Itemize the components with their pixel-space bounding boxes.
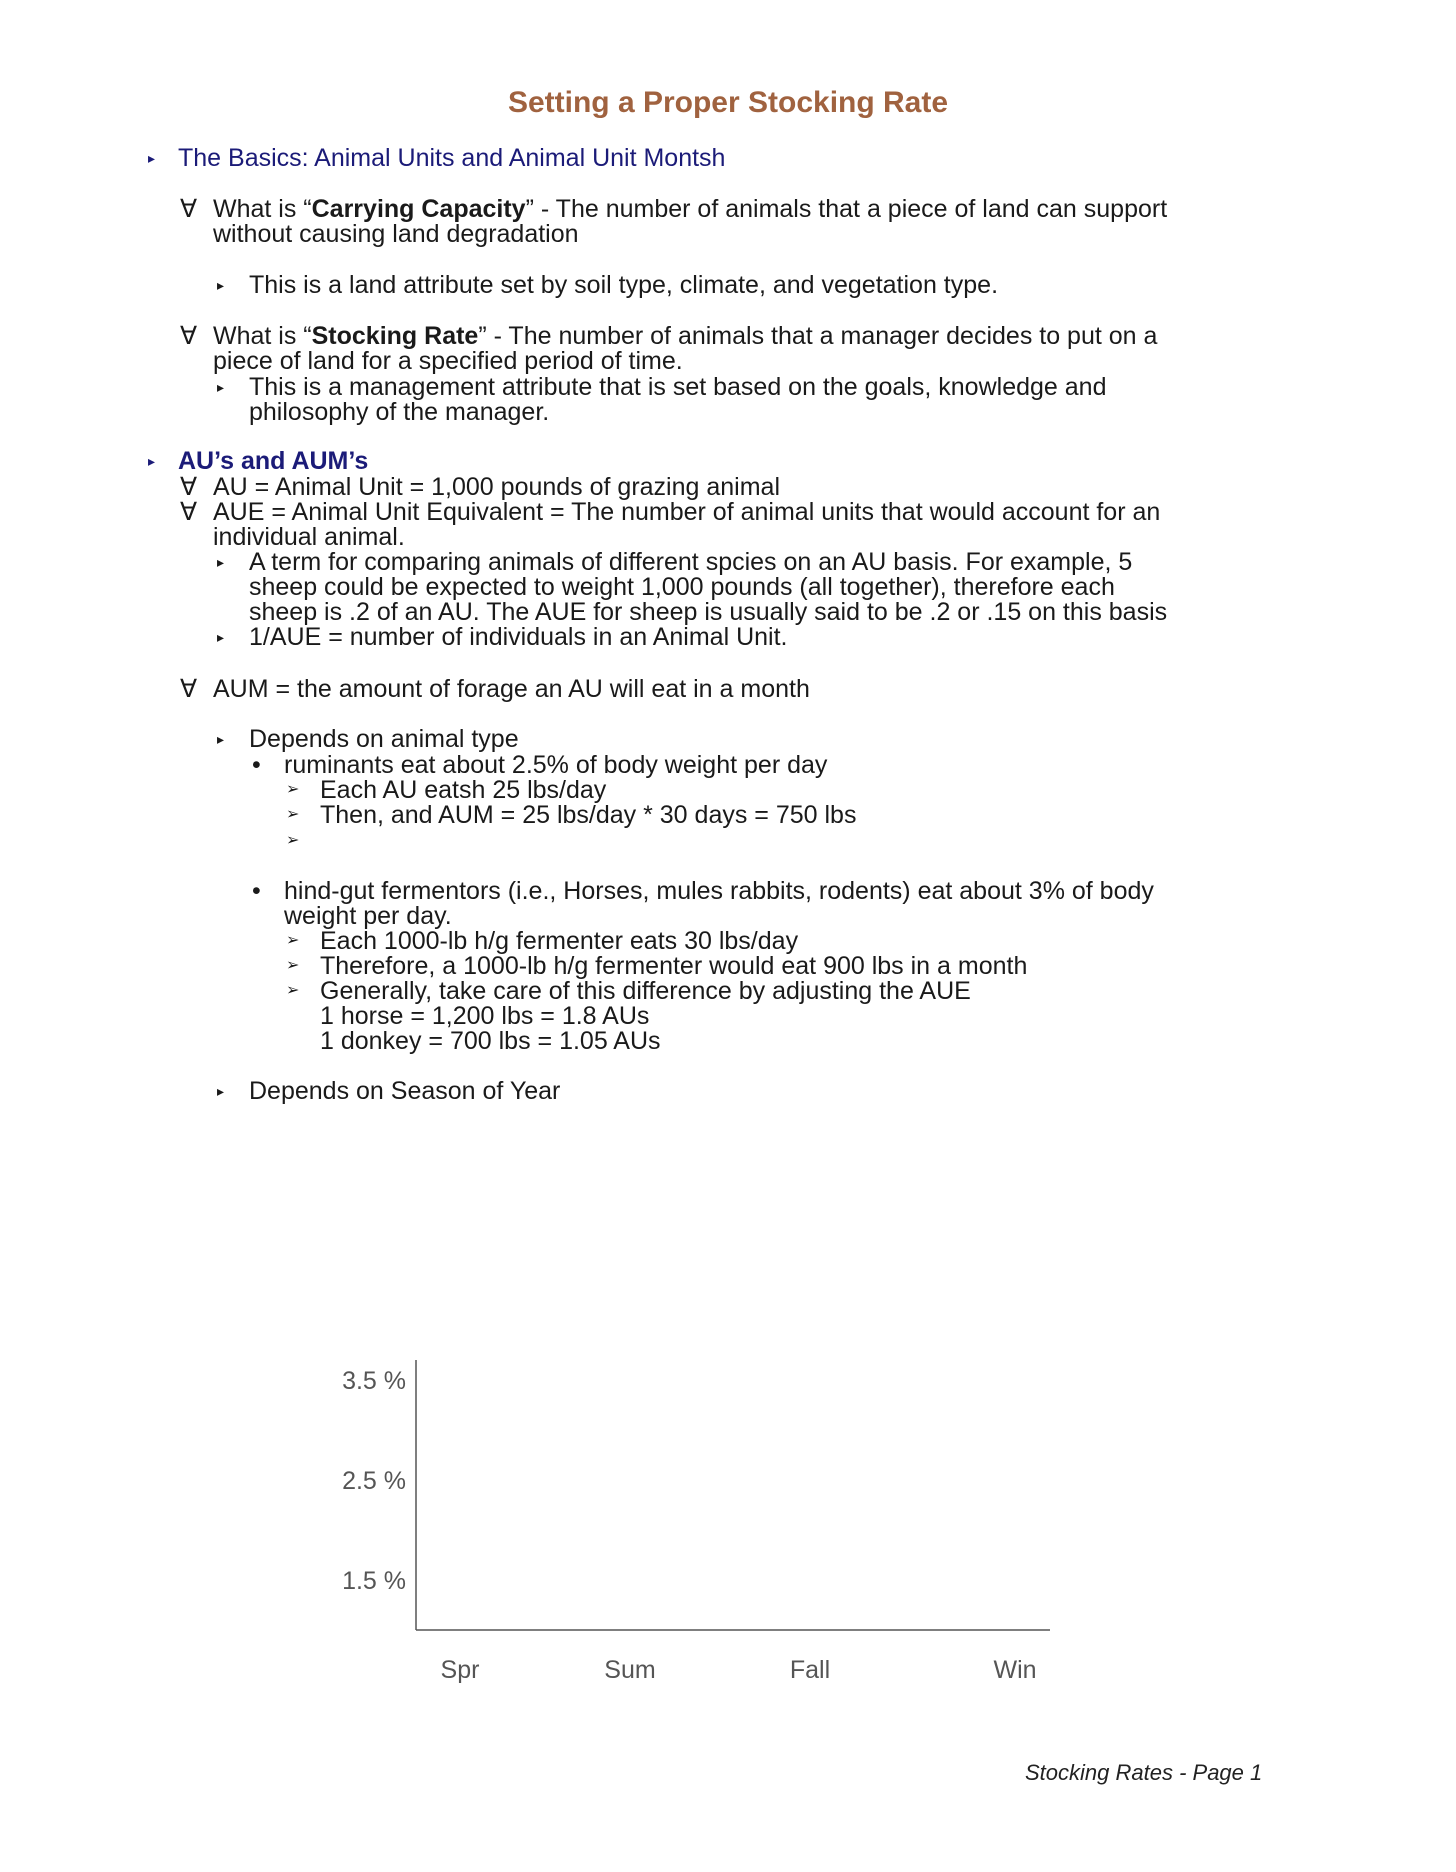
arrow-bullet-icon: ➢ bbox=[286, 932, 300, 949]
arrow-bullet-icon: ➢ bbox=[286, 957, 300, 974]
text-line: hind-gut fermentors (i.e., Horses, mules rabbits, rodents) eat about 3% of body bbox=[284, 877, 1154, 905]
x-tick-label: Fall bbox=[789, 1656, 831, 1684]
text-line: This is a land attribute set by soil type, climate, and vegetation type. bbox=[249, 271, 999, 299]
season-chart bbox=[320, 1355, 1070, 1700]
text-line: individual animal. bbox=[213, 523, 405, 551]
arrow-bullet-icon: ➢ bbox=[286, 806, 300, 823]
text-line: piece of land for a specified period of time. bbox=[213, 347, 683, 375]
small-triangle-bullet-icon: ▸ bbox=[217, 629, 225, 645]
forall-bullet-icon: ∀ bbox=[180, 675, 198, 703]
text-line: sheep is .2 of an AU. The AUE for sheep is usually said to be .2 or .15 on this basis bbox=[249, 598, 1168, 626]
text-line: A term for comparing animals of different spcies on an AU basis. For example, 5 bbox=[249, 548, 1133, 576]
triangle-bullet-icon: ▸ bbox=[148, 150, 156, 166]
forall-bullet-icon: ∀ bbox=[180, 322, 198, 350]
text-line: weight per day. bbox=[284, 902, 452, 930]
arrow-bullet-icon: ➢ bbox=[286, 832, 300, 849]
text-line: Generally, take care of this difference by adjusting the AUE bbox=[320, 977, 971, 1005]
forall-bullet-icon: ∀ bbox=[180, 473, 198, 501]
text-line: sheep could be expected to weight 1,000 pounds (all together), therefore each bbox=[249, 573, 1115, 601]
text-line: 1/AUE = number of individuals in an Animal Unit. bbox=[249, 623, 788, 651]
text-line: Each 1000-lb h/g fermenter eats 30 lbs/day bbox=[320, 927, 799, 955]
y-tick-label: 3.5 % bbox=[342, 1367, 406, 1395]
small-triangle-bullet-icon: ▸ bbox=[217, 731, 225, 747]
text-line: AU’s and AUM’s bbox=[178, 447, 369, 475]
term-bold: Carrying Capacity bbox=[311, 195, 526, 223]
text-line: without causing land degradation bbox=[213, 220, 579, 248]
y-tick-label: 1.5 % bbox=[342, 1567, 406, 1595]
text-line: AUE = Animal Unit Equivalent = The number of animal units that would account for an bbox=[213, 498, 1161, 526]
text-segment: ” - The number of animals that a piece of land can support bbox=[525, 195, 1168, 223]
triangle-bullet-icon: ▸ bbox=[148, 453, 156, 469]
text-line: 1 horse = 1,200 lbs = 1.8 AUs bbox=[320, 1002, 650, 1030]
text-line: AUM = the amount of forage an AU will eat in a month bbox=[213, 675, 810, 703]
term-bold: Stocking Rate bbox=[311, 322, 479, 350]
text-line: This is a management attribute that is set based on the goals, knowledge and bbox=[249, 373, 1107, 401]
text-line: The Basics: Animal Units and Animal Unit Montsh bbox=[178, 144, 726, 172]
arrow-bullet-icon: ➢ bbox=[286, 982, 300, 999]
text-line: 1 donkey = 700 lbs = 1.05 AUs bbox=[320, 1027, 661, 1055]
forall-bullet-icon: ∀ bbox=[180, 195, 198, 223]
text-line: Then, and AUM = 25 lbs/day * 30 days = 750 lbs bbox=[320, 801, 857, 829]
small-triangle-bullet-icon: ▸ bbox=[217, 277, 225, 293]
text-line: Each AU eatsh 25 lbs/day bbox=[320, 776, 607, 804]
arrow-bullet-icon: ➢ bbox=[286, 781, 300, 798]
dot-bullet-icon: • bbox=[252, 877, 261, 905]
forall-bullet-icon: ∀ bbox=[180, 498, 198, 526]
text-line: Therefore, a 1000-lb h/g fermenter would eat 900 lbs in a month bbox=[320, 952, 1028, 980]
chart-svg bbox=[320, 1355, 1070, 1700]
x-tick-label: Sum bbox=[604, 1656, 656, 1684]
y-tick-label: 2.5 % bbox=[342, 1467, 406, 1495]
text-segment: ” - The number of animals that a manager decides to put on a bbox=[478, 322, 1158, 350]
text-segment: What is “ bbox=[213, 322, 312, 350]
text-line: philosophy of the manager. bbox=[249, 398, 550, 426]
text-line: Depends on animal type bbox=[249, 725, 519, 753]
page-footer: Stocking Rates - Page 1 bbox=[1025, 1760, 1263, 1785]
text-line: AU = Animal Unit = 1,000 pounds of grazing animal bbox=[213, 473, 781, 501]
x-tick-label: Win bbox=[993, 1656, 1037, 1684]
text-line: Depends on Season of Year bbox=[249, 1077, 561, 1105]
text-segment: What is “ bbox=[213, 195, 312, 223]
text-line: ruminants eat about 2.5% of body weight per day bbox=[284, 751, 828, 779]
dot-bullet-icon: • bbox=[252, 751, 261, 779]
small-triangle-bullet-icon: ▸ bbox=[217, 1083, 225, 1099]
small-triangle-bullet-icon: ▸ bbox=[217, 554, 225, 570]
page-title: Setting a Proper Stocking Rate bbox=[507, 86, 949, 119]
small-triangle-bullet-icon: ▸ bbox=[217, 379, 225, 395]
x-tick-label: Spr bbox=[440, 1656, 480, 1684]
